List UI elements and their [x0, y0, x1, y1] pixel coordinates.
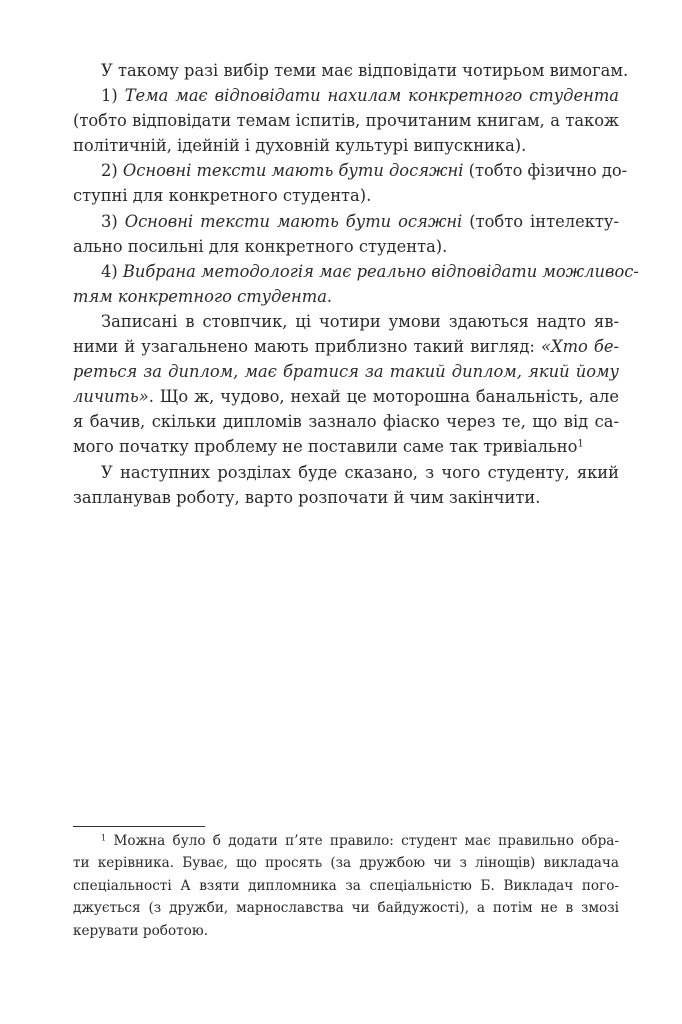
text-line [73, 485, 619, 510]
footnote-separator [73, 826, 205, 827]
text-span: У наступних розділах буде сказано, з чого студенту, який [101, 462, 619, 482]
text-span: . [326, 286, 333, 306]
text-line [73, 234, 619, 259]
text-line [73, 58, 629, 83]
paragraph [73, 309, 619, 460]
text-line [73, 334, 619, 359]
main-text [73, 58, 639, 510]
text-span: джується (з дружби, марнославства чи байдужості), а потім не в змозі [73, 900, 619, 917]
text-span: політичній, ідейній і духовній культурі випускника). [73, 136, 527, 156]
text-span: ти керівника. Буває, що просять (за дружбою чи з лінощів) викладача [73, 855, 619, 872]
text-span: реться за диплом, має братися за такий диплом, який йому [73, 362, 619, 382]
text-line [73, 434, 619, 459]
text-line [73, 158, 628, 183]
text-span: запланував роботу, варто розпочати й чим закінчити. [73, 487, 541, 507]
text-span: 4) [101, 261, 123, 281]
paragraph [73, 460, 619, 510]
text-span: 1) [101, 86, 125, 106]
text-line [73, 830, 619, 852]
text-span: . Що ж, чудово, нехай це моторошна банальність, але [148, 387, 619, 407]
paragraph [73, 58, 629, 83]
text-span: керувати роботою. [73, 922, 209, 939]
text-span: ними й узагальнено мають приблизно такий вигляд: [73, 337, 542, 357]
footnote-ref: 1 [101, 832, 107, 843]
text-line [73, 897, 619, 919]
paragraph [73, 83, 619, 158]
text-line [73, 284, 619, 309]
text-span: спеціальності А взяти дипломника за спеціальністю Б. Викладач пого- [73, 877, 619, 894]
text-span: тям конкретного студента [73, 286, 327, 306]
footnote-ref: 1 [577, 439, 584, 451]
text-line [73, 83, 619, 108]
footnote [73, 830, 619, 942]
text-span: (тобто відповідати темам іспитів, прочитаним книгам, а також [73, 111, 619, 131]
text-span: Записані в стовпчик, ці чотири умови здаються надто яв- [101, 311, 619, 331]
text-span: «Хто бе- [541, 337, 620, 357]
text-span: Вибрана методологія має реально відповідати можливос- [122, 261, 639, 281]
paragraph [73, 158, 628, 208]
text-line [73, 133, 619, 158]
text-line [73, 108, 619, 133]
text-span: У такому разі вибір теми має відповідати чотирьом вимогам. [101, 61, 629, 80]
text-line [73, 852, 619, 874]
text-span: 2) [101, 161, 123, 181]
text-span: (тобто фізично до- [463, 161, 628, 181]
text-line [73, 409, 619, 434]
footnote-text [73, 830, 619, 942]
text-line [73, 875, 619, 897]
text-span: Основні тексти мають бути досяжні [122, 161, 464, 181]
text-line [73, 259, 639, 284]
footnotes [73, 826, 619, 942]
text-span: Можна було б додати п’яте правило: студент має правильно обра- [106, 833, 619, 849]
text-span: ступні для конкретного студента). [73, 186, 372, 206]
text-span: личить» [73, 387, 149, 407]
text-line [73, 209, 619, 234]
text-line [73, 183, 619, 208]
text-span: (тобто інтелекту- [462, 211, 619, 231]
text-line [73, 359, 619, 384]
text-span: 3) [101, 211, 125, 231]
paragraph [73, 259, 639, 309]
text-span: Тема має відповідати нахилам конкретного студента [124, 86, 619, 106]
text-span: мого початку проблему не поставили саме так тривіально [73, 437, 578, 457]
text-line [73, 920, 619, 942]
text-span: я бачив, скільки дипломів зазнало фіаско через те, що від са- [73, 412, 619, 432]
text-line [73, 384, 619, 409]
paragraph [73, 209, 619, 259]
text-line [73, 309, 619, 334]
text-span: ально посильні для конкретного студента). [73, 236, 448, 256]
text-line [73, 460, 619, 485]
text-span: Основні тексти мають бути осяжні [124, 211, 463, 231]
